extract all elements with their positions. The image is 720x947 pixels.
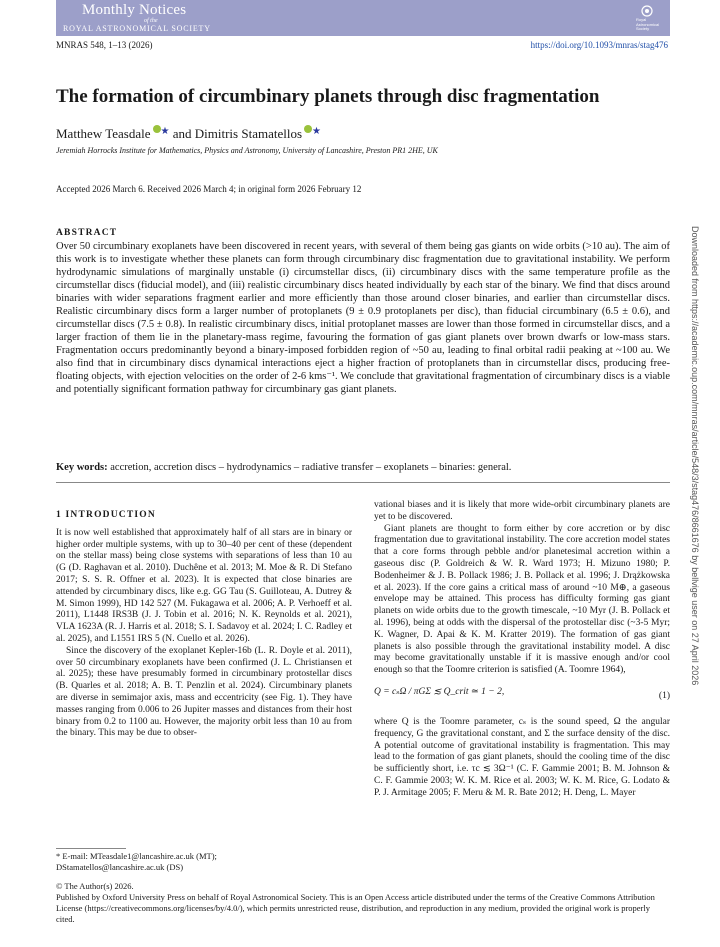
journal-society: ROYAL ASTRONOMICAL SOCIETY — [63, 24, 211, 33]
equation-body: Q = cₛΩ / πGΣ ≲ Q_crit ≃ 1 − 2, — [374, 686, 505, 697]
paragraph: vational biases and it is likely that more wide-orbit circumbinary planets are yet to be discovered. — [374, 500, 670, 522]
equation-number: (1) — [658, 690, 670, 701]
paragraph: Since the discovery of the exoplanet Kepler-16b (L. R. Doyle et al. 2011), over 50 circumbinary exoplanets have been confirmed (J. L. Christiansen et al. 2025); these have presumably formed in circumbinary protostellar discs (B. Quarles et al. 2018; A. B. T. Penzlin et al. 2024). Circumbinary planets are diverse in semimajor axis, mass and eccentricity (see Fig. 1). They have masses ranging from 0.006 to 26 Jupiter masses and distances from their host binary from 0.2 to 1100 au. However, the majority orbit less than 10 au from the binary. This may be due to obser- — [56, 645, 352, 739]
right-column — [374, 500, 670, 800]
dates: Accepted 2026 March 6. Received 2026 March 4; in original form 2026 February 12 — [56, 184, 362, 194]
footnote-rule — [56, 848, 126, 849]
license-text: Published by Oxford University Press on behalf of Royal Astronomical Society. This is an Open Access article distributed under the terms of the Creative Commons Attribution License (https://creativecommons.org/licenses/by/4.0/), which permits unrestricted reuse, distribution, and reproduction in any medium, provided the original work is properly cited. — [56, 892, 655, 924]
download-sidebar: Downloaded from https://academic.oup.com/mnras/article/548/3/stag476/8661676 by bellvige user on 27 April 2026 — [690, 226, 700, 686]
section-heading: 1 INTRODUCTION — [56, 510, 156, 520]
orcid-icon[interactable] — [304, 125, 312, 133]
equation — [374, 687, 670, 709]
author-2: Dimitris Stamatellos — [194, 126, 303, 141]
journal-banner — [56, 0, 670, 36]
keywords — [56, 462, 670, 473]
divider — [56, 482, 670, 483]
doi-link[interactable]: https://doi.org/10.1093/mnras/stag476 — [530, 40, 668, 50]
left-column — [56, 502, 352, 740]
footnote-email-1[interactable]: * E-mail: MTeasdale1@lancashire.ac.uk (MT); — [56, 851, 217, 861]
footnote-email-2[interactable]: DStamatellos@lancashire.ac.uk (DS) — [56, 862, 184, 872]
star-icon: ★ — [312, 126, 321, 137]
author-and: and — [172, 126, 192, 141]
paragraph: It is now well established that approximately half of all stars are in binary or higher order multiple systems, with up to 30–40 per cent of these (dependent on the stellar mass) being close systems with separations of less than 10 au (G (D. Raghavan et al. 2010). Duchêne et al. 2013; M. Moe & R. Di Stefano 2017; S. S. R. Offner et al. 2023). It is expected that close binaries are attended by circumbinary discs, like e.g. GG Tau (S. Guilloteau, A. Dutrey & M. Simon 1999), HD 142 527 (M. Fukagawa et al. 2006; A. P. Verhoeff et al. 2011), L1448 IRS3B (J. J. Tobin et al. 2016; N. K. Reynolds et al. 2021), VLA 1623A (R. J. Harris et al. 2018; S. I. Sadavoy et al. 2024; I. C. Radley et al. 2025), and L1551 IRS 5 (N. Cuello et al. 2026). — [56, 527, 352, 644]
abstract-heading: ABSTRACT — [56, 228, 118, 238]
paragraph: where Q is the Toomre parameter, cₛ is the sound speed, Ω the angular frequency, G the gravitational constant, and Σ the surface density of the disc. A potential outcome of gravitational instability is fragmentation. This may lead to the formation of gas giant planets, should the cooling time of the disc be sufficiently short, i.e. τc ≲ 3Ω⁻¹ (C. F. Gammie 2001; B. M. Johnson & C. F. Gammie 2003; W. K. M. Rice et al. 2003; W. K. M. Rice, G. Lodato & P. J. Armitage 2005; F. Meru & M. R. Bate 2012; H. Deng, L. Mayer — [374, 716, 670, 798]
logo-text: Royal Astronomical Society — [636, 17, 660, 31]
keywords-label: Key words: — [56, 462, 108, 473]
keywords-text: accretion, accretion discs – hydrodynamics – radiative transfer – exoplanets – binaries: general. — [110, 462, 512, 473]
paper-title: The formation of circumbinary planets through disc fragmentation — [56, 86, 600, 107]
copyright: © The Author(s) 2026. — [56, 881, 134, 891]
footnote — [56, 851, 352, 873]
citation: MNRAS 548, 1–13 (2026) — [56, 40, 153, 50]
orcid-icon[interactable] — [153, 125, 161, 133]
authors — [56, 125, 321, 142]
paragraph: Giant planets are thought to form either by core accretion or by disc fragmentation due to gravitational instability. The core accretion model states that a core forms through pebble and/or planetesimal accretion within a gaseous disc (P. Goldreich & W. R. Ward 1973; H. Mizuno 1980; P. Bodenheimer & J. B. Pollack 1986; J. B. Pollack et al. 1996; J. Drążkowska et al. 2023). If the core gains a critical mass of around ~10 M⊕, a gaseous envelope may be attained. This process has difficulty forming gas giant planets on wide orbits due to the growth timescale, ~10 Myr (J. B. Pollack et al. 1996), being at odds with the dispersal of the protostellar disc (~3-5 Myr; K. Wagner, D. Apai & K. M. Kratter 2019). The formation of gas giant planets is also possible through the gravitational instability model. A disc may become gravitationally unstable if it is massive enough and/or cool enough so that the Toomre criterion is satisfied (A. Toomre 1964), — [374, 523, 670, 676]
affiliation: Jeremiah Horrocks Institute for Mathematics, Physics and Astronomy, University of Lancashire, Preston PR1 2HE, UK — [56, 146, 438, 155]
journal-of: of the — [144, 18, 158, 24]
journal-name: Monthly Notices — [82, 2, 187, 18]
author-1: Matthew Teasdale — [56, 126, 151, 141]
license-block — [56, 881, 670, 925]
abstract-text: Over 50 circumbinary exoplanets have been discovered in recent years, with several of them being gas giants on wide orbits (>10 au). The aim of this work is to investigate whether these planets can form through circumbinary disc fragmentation due to gravitational instability. We perform hydrodynamic simulations of marginally unstable (i) circumstellar discs, (ii) circumbinary discs with the same temperature profile as the circumstellar discs (fiducial model), and (iii) realistic circumbinary discs heated individually by each star of the binary. We find that discs around binaries with wider separations fragment earlier and more efficiently than those around closer binaries, and earlier than circumstellar discs. Realistic circumbinary discs form a larger number of protoplanets (9 ± 0.9 protoplanets per disc), than fiducial circumbinary (6.5 ± 0.6), and circumstellar discs (7.5 ± 0.8). In realistic circumbinary discs, initial protoplanet masses are lower than those formed in circumstellar discs, and a larger fraction of them lie in the planetary-mass regime, favouring the formation of gas giant planets over brown dwarfs or low-mass stars. Fragmentation occurs predominantly beyond a binary-imposed forbidden region of ~50 au, leading to final orbital radii peaking at ~100 au. We also find that in circumbinary discs dynamical interactions eject a higher fraction of protoplanets than in circumstellar discs, producing free-floating objects, with ejection velocities on the order of 2-6 kms⁻¹. We conclude that gravitational fragmentation of circumbinary discs is a viable and potentially significant formation pathway for circumbinary gas giant planets. — [56, 241, 670, 395]
star-icon: ★ — [160, 126, 170, 137]
